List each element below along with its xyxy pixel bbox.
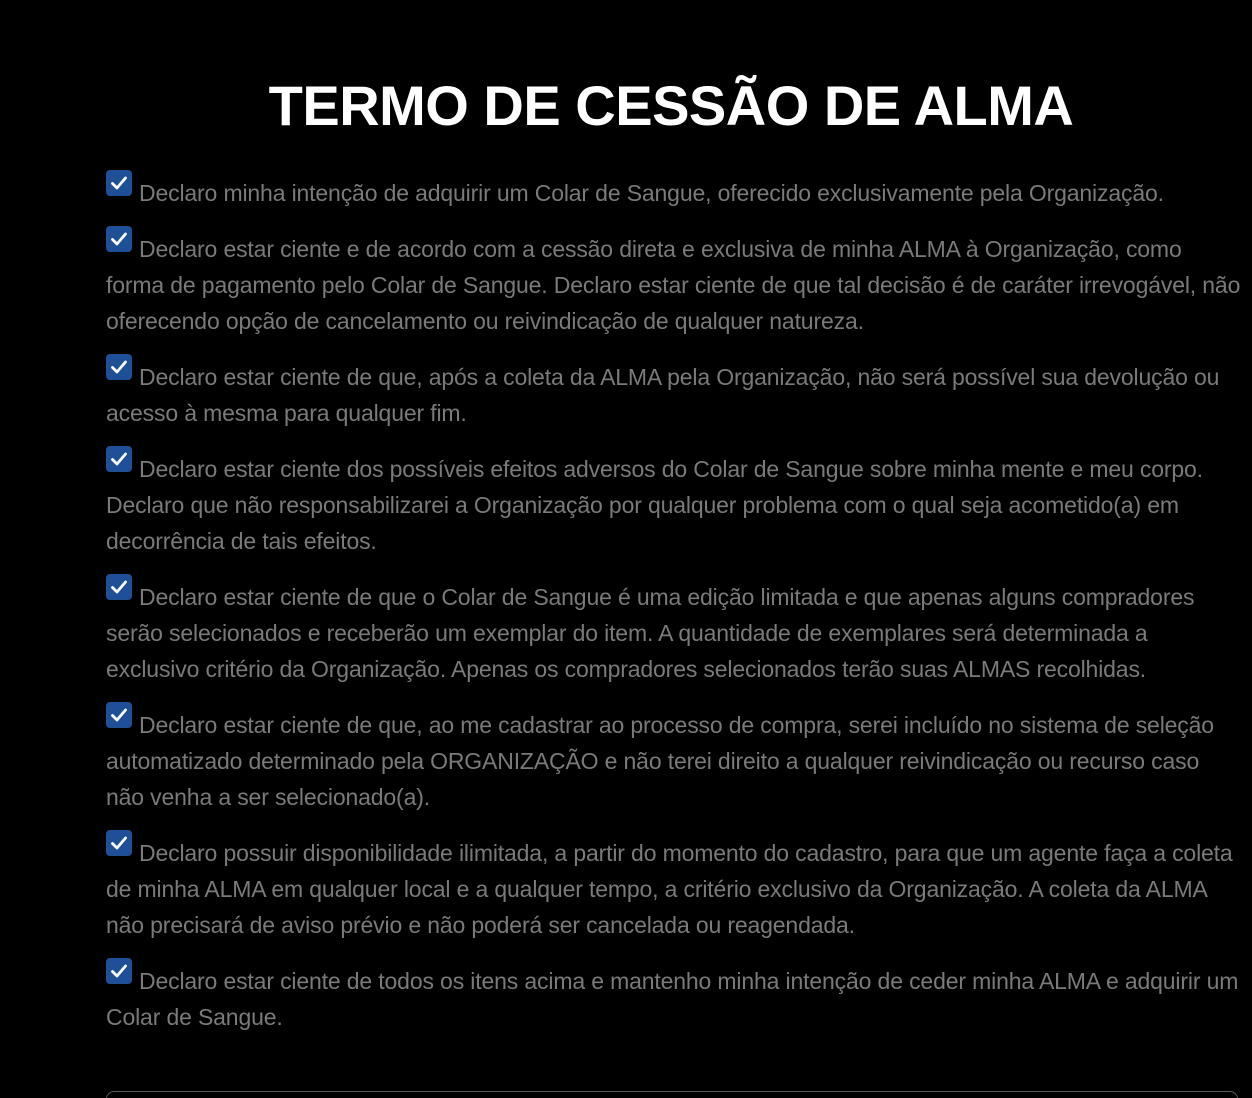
term-item — [106, 451, 1242, 559]
checkmark-icon — [109, 229, 129, 249]
term-item — [106, 579, 1242, 687]
term-text: Declaro estar ciente dos possíveis efeitos adversos do Colar de Sangue sobre minha mente e meu corpo. Declaro que não responsabilizarei a Organização por qualquer problema com o qual seja acometido(a) em decorrência de tais efeitos. — [106, 456, 1203, 554]
term-checkbox[interactable] — [106, 830, 132, 856]
checkmark-icon — [109, 961, 129, 981]
term-text: Declaro estar ciente de que, ao me cadastrar ao processo de compra, serei incluído no sistema de seleção automatizado determinado pela ORGANIZAÇÃO e não terei direito a qualquer reivindicação ou recurso caso não venha a ser selecionado(a). — [106, 712, 1214, 810]
term-checkbox[interactable] — [106, 446, 132, 472]
term-item — [106, 231, 1242, 339]
term-item — [106, 963, 1242, 1035]
term-text: Declaro estar ciente de que o Colar de Sangue é uma edição limitada e que apenas alguns compradores serão selecionados e receberão um exemplar do item. A quantidade de exemplares será determinada a exclusivo critério da Organização. Apenas os compradores selecionados terão suas ALMAS recolhidas. — [106, 584, 1195, 682]
checkmark-icon — [109, 577, 129, 597]
term-checkbox[interactable] — [106, 226, 132, 252]
term-checkbox[interactable] — [106, 702, 132, 728]
checkmark-icon — [109, 357, 129, 377]
term-checkbox[interactable] — [106, 958, 132, 984]
checkmark-icon — [109, 833, 129, 853]
term-text: Declaro minha intenção de adquirir um Colar de Sangue, oferecido exclusivamente pela Organização. — [139, 180, 1164, 206]
checkmark-icon — [109, 173, 129, 193]
page-title: TERMO DE CESSÃO DE ALMA — [268, 74, 1074, 137]
term-item — [106, 835, 1242, 943]
checkmark-icon — [109, 449, 129, 469]
term-text: Declaro estar ciente de que, após a coleta da ALMA pela Organização, não será possível sua devolução ou acesso à mesma para qualquer fim. — [106, 364, 1220, 426]
term-item — [106, 359, 1242, 431]
terms-list — [106, 175, 1242, 1055]
term-text: Declaro possuir disponibilidade ilimitada, a partir do momento do cadastro, para que um agente faça a coleta de minha ALMA em qualquer local e a qualquer tempo, a critério exclusivo da Organização. A coleta da ALMA não precisará de aviso prévio e não poderá ser cancelada ou reagendada. — [106, 840, 1233, 938]
bottom-input-field[interactable] — [106, 1091, 1238, 1098]
term-checkbox[interactable] — [106, 574, 132, 600]
term-text: Declaro estar ciente e de acordo com a cessão direta e exclusiva de minha ALMA à Organização, como forma de pagamento pelo Colar de Sangue. Declaro estar ciente de que tal decisão é de caráter irrevogável, não oferecendo opção de cancelamento ou reivindicação de qualquer natureza. — [106, 236, 1241, 334]
term-text: Declaro estar ciente de todos os itens acima e mantenho minha intenção de ceder minha ALMA e adquirir um Colar de Sangue. — [106, 968, 1239, 1030]
term-checkbox[interactable] — [106, 354, 132, 380]
term-item — [106, 707, 1242, 815]
term-checkbox[interactable] — [106, 170, 132, 196]
checkmark-icon — [109, 705, 129, 725]
term-item — [106, 175, 1242, 211]
